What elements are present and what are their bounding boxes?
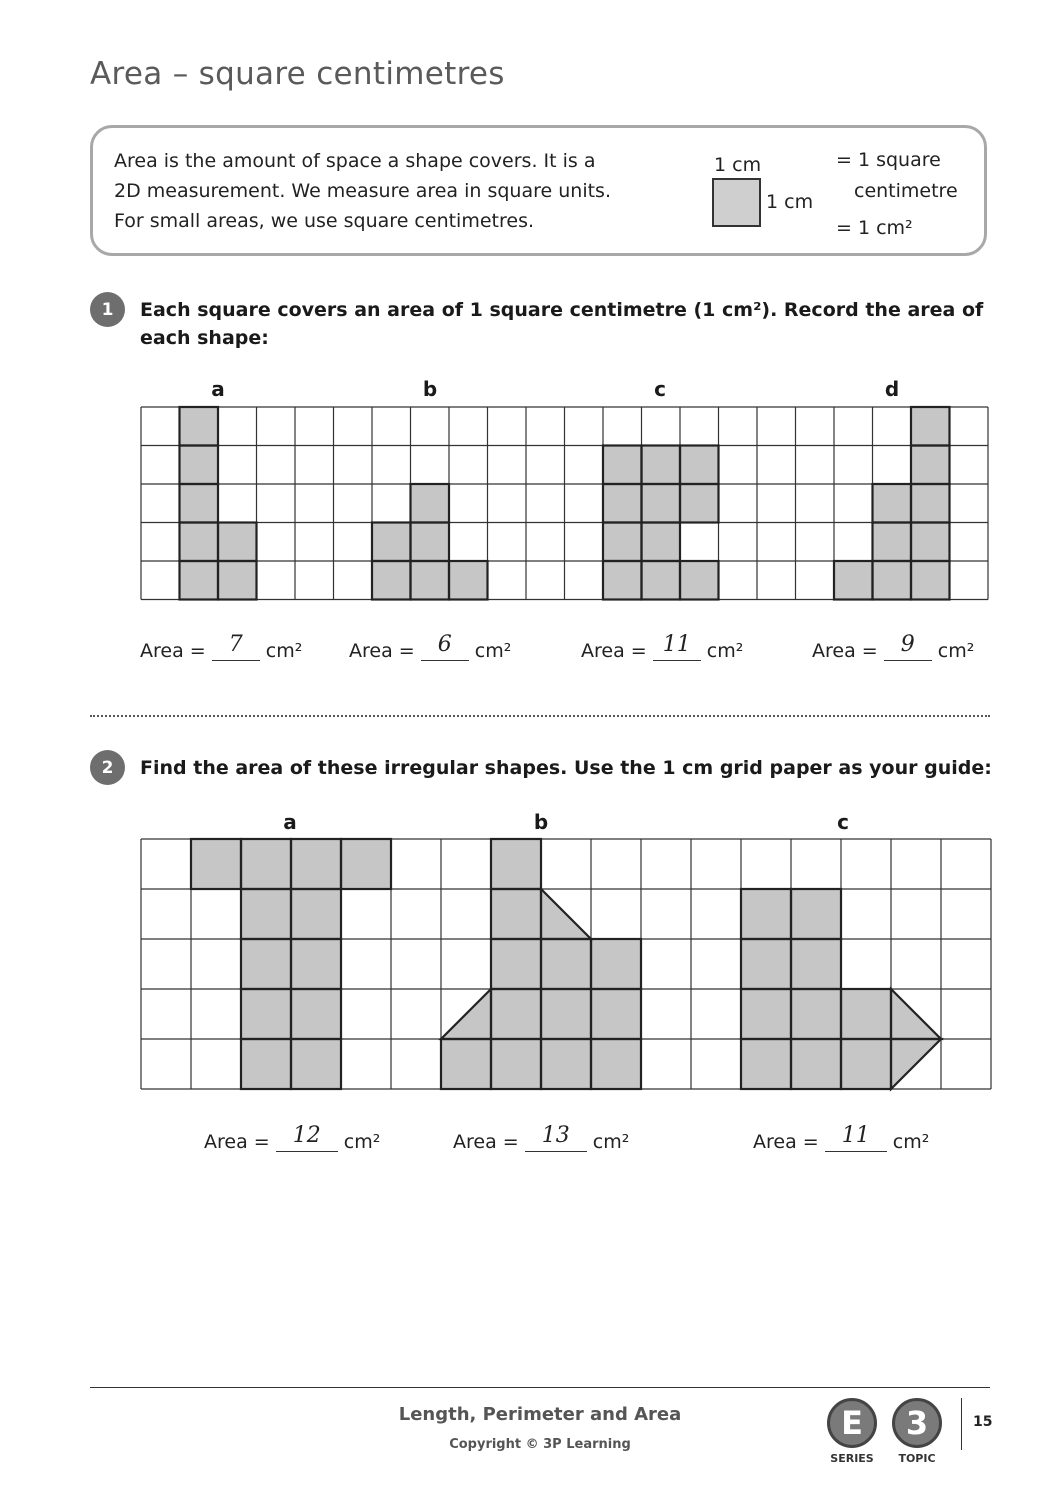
q1-answer-d: Area = 9 cm²	[812, 632, 975, 662]
q2-answer-c: Area = 11 cm²	[753, 1123, 930, 1153]
footer-copyright: Copyright © 3P Learning	[449, 1437, 631, 1452]
series-label: SERIES	[830, 1452, 874, 1465]
q2-shaded-cell	[541, 939, 591, 989]
footer-rule	[90, 1387, 990, 1388]
q2-shaded-cell	[791, 889, 841, 939]
topic-label: TOPIC	[898, 1452, 936, 1465]
q2-label-a: a	[283, 810, 297, 834]
info-line-2: 2D measurement. We measure area in square units.	[114, 180, 611, 202]
q2-shaded-cell	[741, 1039, 791, 1089]
q2-shaded-cell	[191, 839, 241, 889]
page-number: 15	[973, 1414, 993, 1430]
q1-answer-c: Area = 11 cm²	[581, 632, 744, 662]
q2-shaded-cell	[741, 939, 791, 989]
q1-answer-d-value: 9	[900, 632, 915, 657]
page-title: Area – square centimetres	[90, 56, 505, 92]
q2-shaded-cell	[291, 839, 341, 889]
equals-line-1: = 1 square	[836, 149, 941, 171]
q2-shaded-cell	[291, 939, 341, 989]
footer-title: Length, Perimeter and Area	[398, 1404, 682, 1425]
q2-shaded-cell	[241, 1039, 291, 1089]
question-2-text: Find the area of these irregular shapes. Use the 1 cm grid paper as your guide:	[140, 757, 992, 779]
question-1-badge: 1	[90, 292, 125, 327]
q2-shaded-cell	[741, 989, 791, 1039]
q1-answer-b-value: 6	[437, 632, 452, 657]
q2-shaded-cell	[491, 839, 541, 889]
unit-side-label: 1 cm	[766, 191, 814, 213]
topic-badge: 3	[892, 1398, 942, 1448]
info-line-1: Area is the amount of space a shape covers. It is a	[114, 150, 596, 172]
q2-label-b: b	[533, 810, 549, 834]
q2-shaded-cell	[541, 1039, 591, 1089]
question-1-text-line-1: Each square covers an area of 1 square centimetre (1 cm²). Record the area of	[140, 299, 984, 321]
question-1-text-line-2: each shape:	[140, 327, 269, 349]
q2-label-c: c	[837, 810, 849, 834]
series-badge: E	[827, 1398, 877, 1448]
q2-answer-b: Area = 13 cm²	[453, 1123, 630, 1153]
q2-shaded-cell	[291, 1039, 341, 1089]
q2-shaded-cell	[241, 939, 291, 989]
q2-answer-a: Area = 12 cm²	[204, 1123, 381, 1153]
q2-shaded-cell	[491, 889, 541, 939]
q1-label-c: c	[654, 377, 666, 401]
q2-answer-c-value: 11	[841, 1123, 870, 1148]
q1-label-a: a	[211, 377, 225, 401]
q2-shaded-cell	[591, 1039, 641, 1089]
q2-shaded-cell	[241, 889, 291, 939]
question-2-badge: 2	[90, 750, 125, 785]
q2-shaded-cell	[791, 989, 841, 1039]
q2-shaded-cell	[791, 1039, 841, 1089]
footer-divider	[961, 1398, 962, 1450]
q1-answer-a: Area = 7 cm²	[140, 632, 303, 662]
q2-shaded-cell	[241, 839, 291, 889]
q1-answer-a-value: 7	[228, 632, 243, 657]
q2-shaded-cell	[741, 889, 791, 939]
q2-shaded-cell	[791, 939, 841, 989]
q1-answer-b: Area = 6 cm²	[349, 632, 512, 662]
q2-shaded-cell	[291, 889, 341, 939]
unit-top-label: 1 cm	[714, 154, 762, 176]
q1-label-d: d	[884, 377, 900, 401]
equals-line-2: centimetre	[854, 180, 958, 202]
q2-shaded-cell	[441, 1039, 491, 1089]
info-line-3: For small areas, we use square centimetres.	[114, 210, 535, 232]
q2-shaded-cell	[341, 839, 391, 889]
q2-shaded-cell	[591, 989, 641, 1039]
q2-shaded-cell	[591, 939, 641, 989]
q2-shaded-cell	[291, 989, 341, 1039]
q2-shaded-cell	[541, 989, 591, 1039]
equals-line-3: = 1 cm²	[836, 217, 913, 239]
q2-shaded-cell	[841, 989, 891, 1039]
q2-shaded-cell	[491, 1039, 541, 1089]
q2-answer-a-value: 12	[292, 1123, 321, 1148]
q2-shaded-cell	[241, 989, 291, 1039]
q2-shaded-cell	[491, 939, 541, 989]
q2-shaded-cell	[841, 1039, 891, 1089]
q1-answer-c-value: 11	[662, 632, 691, 657]
q2-shaded-cell	[491, 989, 541, 1039]
q2-answer-b-value: 13	[541, 1123, 570, 1148]
q1-label-b: b	[422, 377, 438, 401]
